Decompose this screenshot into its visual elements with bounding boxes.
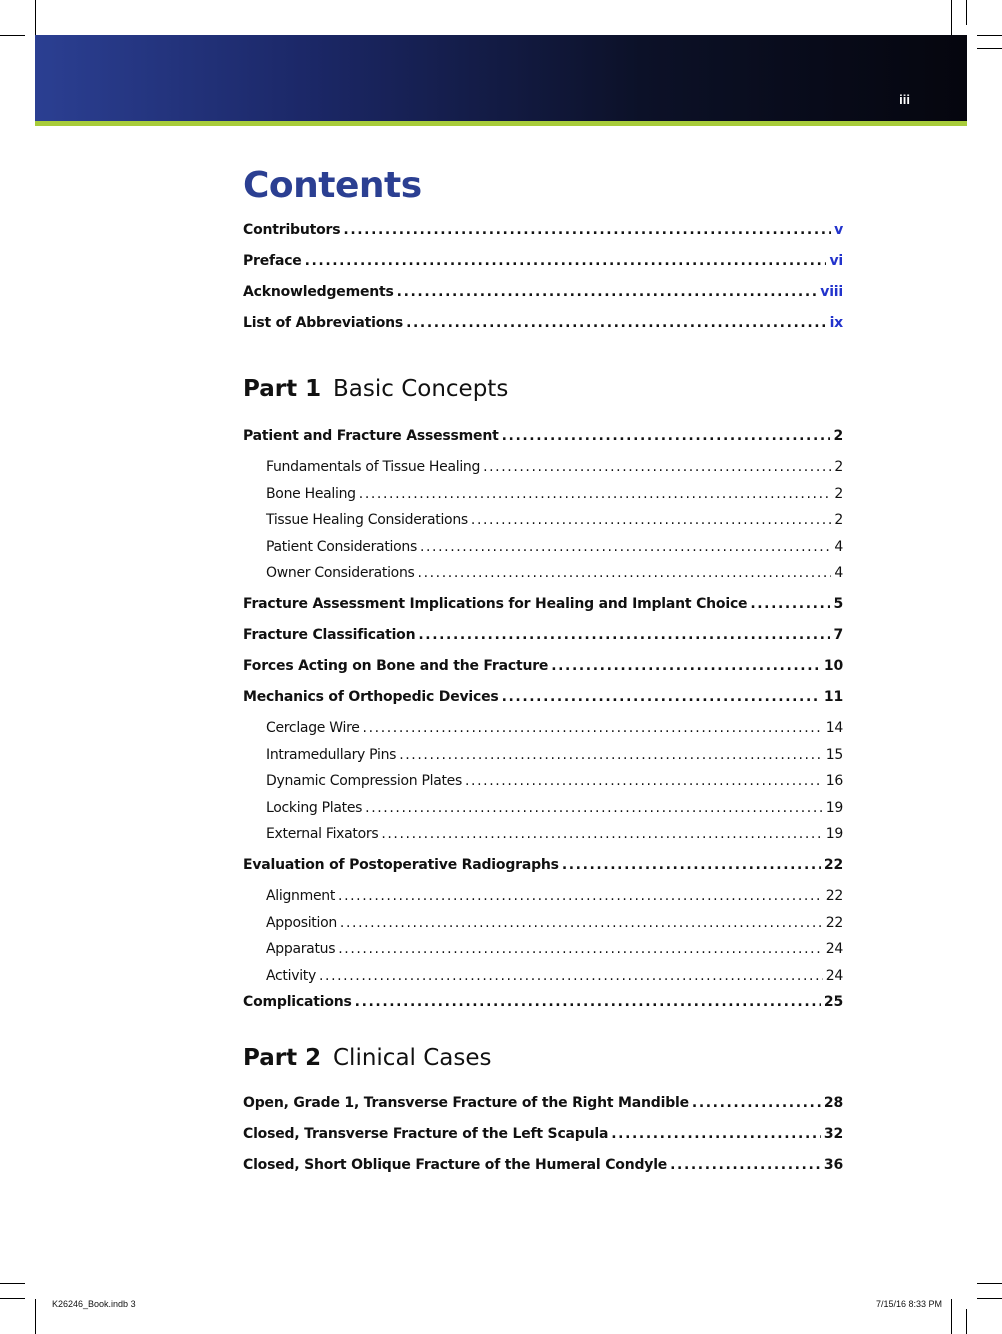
- crop-mark: [0, 1298, 25, 1299]
- toc-subentry[interactable]: Activity ..... 24: [243, 968, 843, 995]
- toc-page-link[interactable]: ix: [829, 315, 843, 331]
- toc-entry-contributors[interactable]: Contributors ..... v: [243, 222, 843, 253]
- crop-mark: [966, 1309, 967, 1334]
- crop-mark: [977, 1298, 1002, 1299]
- crop-mark: [977, 35, 1002, 36]
- crop-mark: [951, 1299, 952, 1334]
- print-slug-timestamp: 7/15/16 8:33 PM: [875, 1299, 942, 1309]
- toc-entry[interactable]: Patient and Fracture Assessment ..... 2: [243, 428, 843, 459]
- toc-page-link[interactable]: viii: [820, 284, 843, 300]
- toc-subentry[interactable]: Apparatus ..... 24: [243, 941, 843, 968]
- crop-mark: [0, 35, 25, 36]
- toc-entry[interactable]: Fracture Assessment Implications for Healing and Implant Choice ..... 5: [243, 596, 843, 627]
- header-rule: [35, 121, 967, 126]
- toc-subentry[interactable]: Tissue Healing Considerations ..... 2: [243, 512, 843, 539]
- toc-subentry[interactable]: Owner Considerations ..... 4: [243, 565, 843, 596]
- toc-subentry[interactable]: Patient Considerations ..... 4: [243, 539, 843, 566]
- toc-subentry[interactable]: Dynamic Compression Plates ..... 16: [243, 773, 843, 800]
- toc-entry-list-of-abbreviations[interactable]: List of Abbreviations ..... ix: [243, 315, 843, 346]
- toc-subentry[interactable]: Locking Plates ..... 19: [243, 800, 843, 827]
- toc-entry[interactable]: Open, Grade 1, Transverse Fracture of the Right Mandible ..... 28: [243, 1095, 843, 1126]
- toc-page-link[interactable]: vi: [829, 253, 843, 269]
- toc-entry-acknowledgements[interactable]: Acknowledgements ..... viii: [243, 284, 843, 315]
- front-matter-list: [243, 222, 843, 346]
- page-title: Contents: [243, 165, 422, 206]
- toc-entry[interactable]: Complications ..... 25: [243, 994, 843, 1025]
- part-2-heading: [243, 1045, 843, 1095]
- toc-entry[interactable]: Mechanics of Orthopedic Devices ..... 11: [243, 689, 843, 720]
- toc-entry[interactable]: Evaluation of Postoperative Radiographs ..... 22: [243, 857, 843, 888]
- toc-entry[interactable]: Closed, Transverse Fracture of the Left Scapula ..... 32: [243, 1126, 843, 1157]
- crop-mark: [977, 1283, 1002, 1284]
- part-1-heading: [243, 376, 843, 428]
- crop-mark: [35, 1299, 36, 1334]
- part-name: Basic Concepts: [333, 376, 509, 402]
- part-name: Clinical Cases: [333, 1045, 492, 1071]
- toc-subentry[interactable]: External Fixators ..... 19: [243, 826, 843, 857]
- toc-entry[interactable]: Closed, Short Oblique Fracture of the Humeral Condyle ..... 36: [243, 1157, 843, 1188]
- part-2-entries: [243, 1095, 843, 1188]
- toc-entry[interactable]: Forces Acting on Bone and the Fracture ..... 10: [243, 658, 843, 689]
- toc-subentry[interactable]: Cerclage Wire ..... 14: [243, 720, 843, 747]
- toc-subentry[interactable]: Bone Healing ..... 2: [243, 486, 843, 513]
- toc-subentry[interactable]: Intramedullary Pins ..... 15: [243, 747, 843, 774]
- toc-subentry[interactable]: Fundamentals of Tissue Healing ..... 2: [243, 459, 843, 486]
- part-number: Part 1: [243, 376, 322, 402]
- header-band: [35, 35, 967, 121]
- crop-mark: [951, 0, 952, 35]
- toc-subentry[interactable]: Alignment ..... 22: [243, 888, 843, 915]
- toc-entry[interactable]: Fracture Classification ..... 7: [243, 627, 843, 658]
- part-number: Part 2: [243, 1045, 322, 1071]
- part-1-entries: [243, 428, 843, 1025]
- page-number: iii: [899, 92, 910, 107]
- toc-subentry[interactable]: Apposition ..... 22: [243, 915, 843, 942]
- crop-mark: [977, 48, 1002, 49]
- table-of-contents: [243, 160, 843, 1188]
- toc-page-link[interactable]: v: [834, 222, 843, 238]
- crop-mark: [0, 1283, 25, 1284]
- crop-mark: [35, 0, 36, 35]
- print-slug-file: K26246_Book.indb 3: [52, 1299, 136, 1309]
- crop-mark: [966, 0, 967, 25]
- toc-entry-preface[interactable]: Preface ..... vi: [243, 253, 843, 284]
